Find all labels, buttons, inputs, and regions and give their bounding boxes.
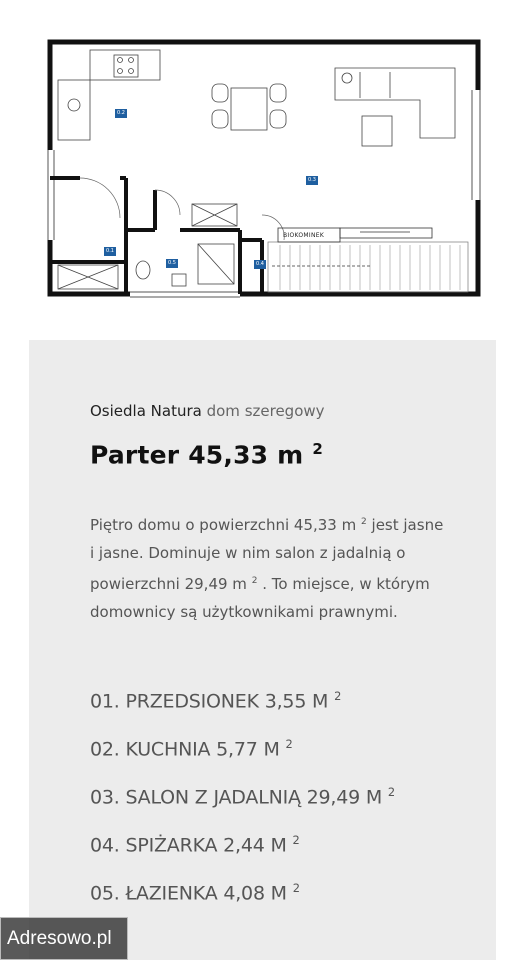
room-list-item [90, 828, 470, 876]
room-item-sup: 2 [292, 881, 300, 895]
room-tag-salon: 0.3 [306, 176, 318, 185]
room-item-sup: 2 [387, 785, 395, 799]
card-heading [90, 440, 323, 469]
card-subtitle [90, 402, 325, 420]
room-item-sup: 2 [285, 737, 293, 751]
room-list [90, 684, 470, 924]
floor-plan [0, 0, 525, 340]
subtitle-brand: Osiedla Natura [90, 402, 202, 420]
room-tag-bathroom: 0.5 [166, 259, 178, 268]
room-tag-entrance: 0.1 [104, 247, 116, 256]
room-item-text: 03. SALON Z JADALNIĄ 29,49 M [90, 786, 383, 809]
heading-text: Parter 45,33 m [90, 440, 304, 470]
room-list-item [90, 684, 470, 732]
floor-plan-drawing [0, 0, 525, 340]
description-sup-2: 2 [251, 576, 258, 586]
info-card [29, 340, 496, 960]
room-item-text: 05. ŁAZIENKA 4,08 M [90, 882, 287, 905]
room-item-sup: 2 [334, 689, 342, 703]
biokominek-label: BIOKOMINEK [283, 232, 325, 239]
description-part-1: Piętro domu o powierzchni 45,33 m [90, 516, 357, 534]
subtitle-type: dom szeregowy [206, 402, 325, 420]
watermark-badge: Adresowo.pl [0, 917, 128, 960]
room-item-text: 01. PRZEDSIONEK 3,55 M [90, 690, 329, 713]
description-sup-1: 2 [361, 517, 367, 527]
room-list-item [90, 876, 470, 924]
description-part-2: jest jasne i jasne. Dominuje w nim salon z jadalnią o powierzchni 29,49 m [90, 516, 444, 593]
room-tag-kitchen: 0.2 [115, 109, 127, 118]
room-item-text: 02. KUCHNIA 5,77 M [90, 738, 280, 761]
heading-sup: 2 [312, 440, 323, 458]
card-description [90, 508, 450, 626]
room-item-sup: 2 [292, 833, 300, 847]
description-part-3: . To miejsce, w którym domownicy są użytkownikami prawnymi. [90, 575, 430, 621]
room-list-item [90, 732, 470, 780]
room-item-text: 04. SPIŻARKA 2,44 M [90, 834, 287, 857]
room-tag-pantry: 0.4 [254, 260, 266, 269]
room-list-item [90, 780, 470, 828]
